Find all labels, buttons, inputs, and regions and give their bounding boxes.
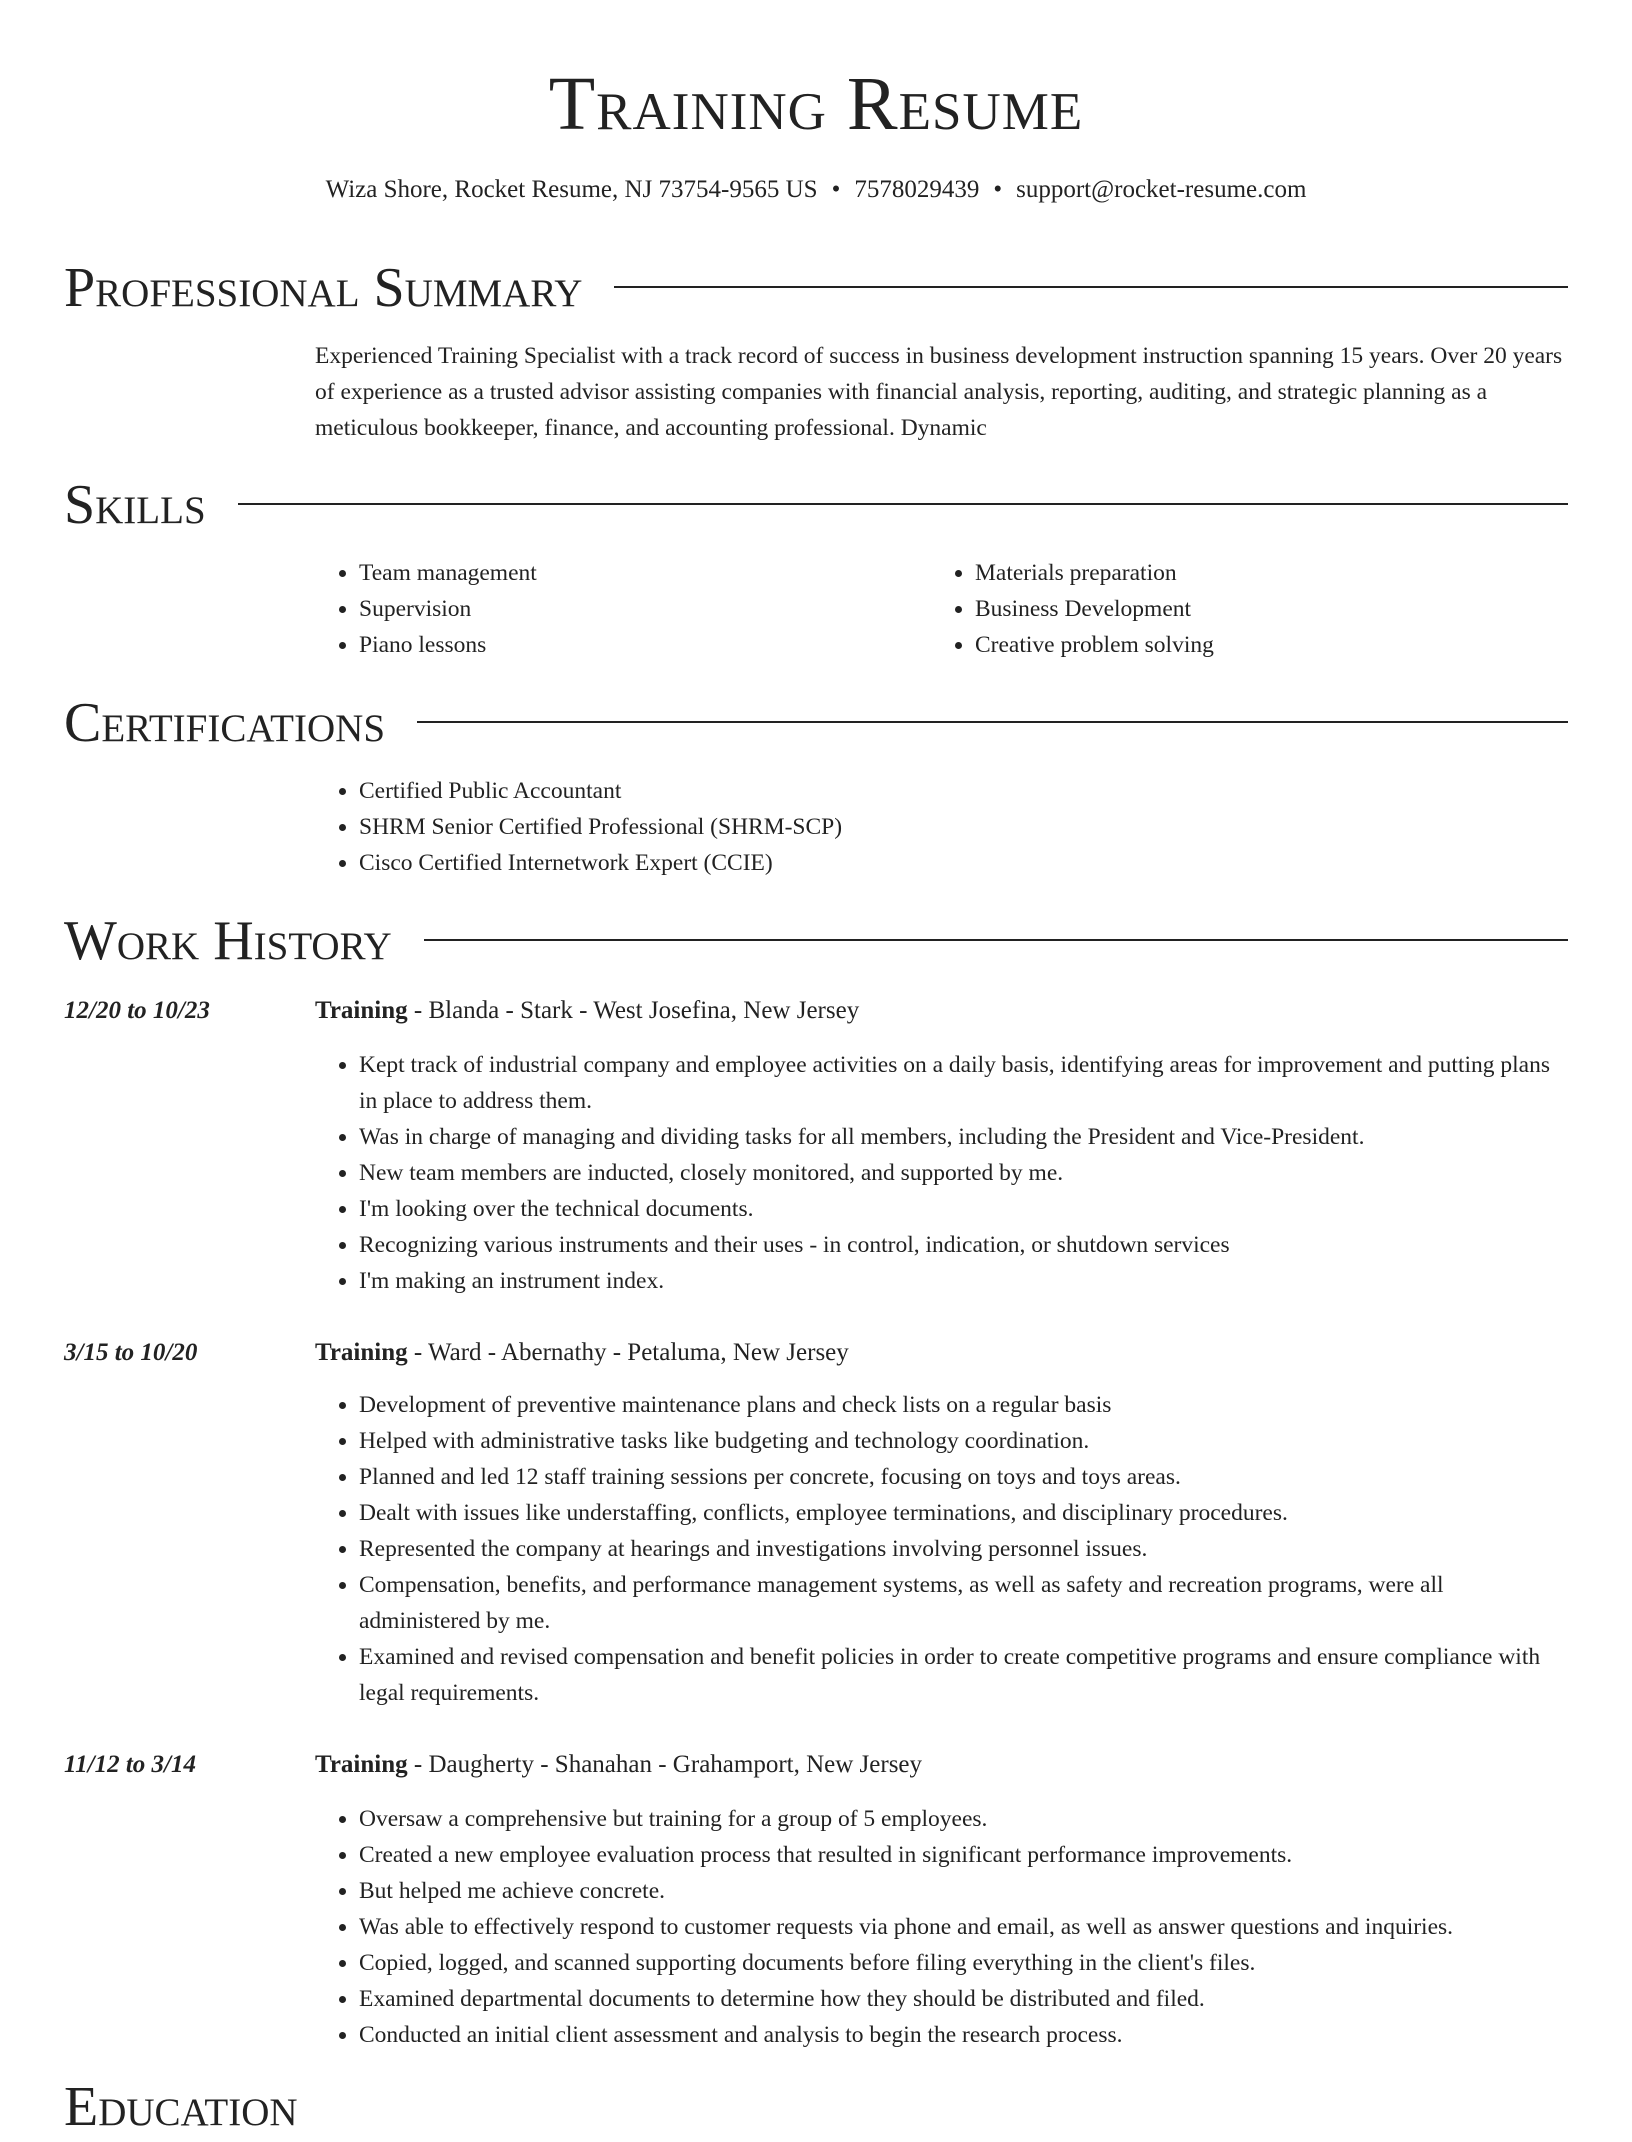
job-bullet: • Dealt with issues like understaffing, conflicts, employee terminations, and disciplinary procedures. xyxy=(359,1495,1568,1531)
job-bullets xyxy=(315,1047,1568,1299)
section-title-certifications: Certifications xyxy=(64,692,386,754)
job-bullet: • Recognizing various instruments and their uses - in control, indication, or shutdown services xyxy=(359,1227,1568,1263)
job-bullet: • Represented the company at hearings and investigations involving personnel issues. xyxy=(359,1531,1568,1567)
contact-separator: • xyxy=(831,176,841,203)
job-bullet: • Created a new employee evaluation process that resulted in significant performance improvements. xyxy=(359,1837,1568,1873)
section-title-summary: Professional Summary xyxy=(64,257,583,319)
skill-item: • Materials preparation xyxy=(975,555,1575,591)
contact-separator: • xyxy=(993,176,1003,203)
job-bullet: • I'm making an instrument index. xyxy=(359,1263,1568,1299)
job-employer-location: - Ward - Abernathy - Petaluma, New Jersey xyxy=(407,1339,849,1366)
section-title-skills: Skills xyxy=(64,474,206,536)
skill-item: • Creative problem solving xyxy=(975,627,1575,663)
section-header-skills xyxy=(64,470,1568,540)
resume-title: Training Resume xyxy=(548,62,1084,146)
skill-item: • Business Development xyxy=(975,591,1575,627)
certification-item: • Certified Public Accountant xyxy=(359,773,1559,809)
skills-list-right xyxy=(931,555,1575,663)
job-bullet: • I'm looking over the technical documents. xyxy=(359,1191,1568,1227)
section-divider xyxy=(424,939,1568,941)
job-dates: 11/12 to 3/14 xyxy=(64,1751,196,1778)
job-bullet: • Planned and led 12 staff training sessions per concrete, focusing on toys and toys areas. xyxy=(359,1459,1568,1495)
section-header-certifications xyxy=(64,688,1568,758)
skill-item: • Team management xyxy=(359,555,899,591)
contact-line xyxy=(0,172,1632,208)
job-title: Training xyxy=(315,1339,408,1366)
job-bullets xyxy=(315,1387,1568,1711)
job-bullet: • Conducted an initial client assessment and analysis to begin the research process. xyxy=(359,2017,1568,2053)
job-dates: 12/20 to 10/23 xyxy=(64,997,210,1024)
section-header-summary xyxy=(64,253,1568,323)
job-title: Training xyxy=(315,1751,408,1778)
section-divider xyxy=(238,503,1568,505)
skills-list-left xyxy=(315,555,899,663)
job-bullet: • But helped me achieve concrete. xyxy=(359,1873,1568,1909)
job-bullet: • Development of preventive maintenance plans and check lists on a regular basis xyxy=(359,1387,1568,1423)
section-header-education xyxy=(64,2072,1568,2142)
section-divider xyxy=(417,721,1568,723)
job-heading xyxy=(315,993,859,1029)
skill-item: • Supervision xyxy=(359,591,899,627)
job-dates: 3/15 to 10/20 xyxy=(64,1339,198,1366)
section-divider xyxy=(614,286,1568,288)
contact-email: support@rocket-resume.com xyxy=(1016,176,1307,203)
job-bullet: • Oversaw a comprehensive but training for a group of 5 employees. xyxy=(359,1801,1568,1837)
summary-text: Experienced Training Specialist with a track record of success in business development instruction spanning 15 years. Over 20 years of experience as a trusted advisor assisting companies with financial analysis, reporting, auditing, and strategic planning as a meticulous bookkeeper, finance, and accounting professional. Dynamic xyxy=(315,343,1563,441)
section-title-work-history: Work History xyxy=(64,910,392,972)
job-bullet: • Copied, logged, and scanned supporting documents before filing everything in the client's files. xyxy=(359,1945,1568,1981)
job-bullet: • Helped with administrative tasks like budgeting and technology coordination. xyxy=(359,1423,1568,1459)
job-heading xyxy=(315,1747,922,1783)
contact-phone: 7578029439 xyxy=(854,176,980,203)
contact-address: Wiza Shore, Rocket Resume, NJ 73754-9565 US xyxy=(325,176,818,203)
job-heading xyxy=(315,1335,849,1371)
job-bullet: • Kept track of industrial company and employee activities on a daily basis, identifying areas for improvement and putting plans in place to address them. xyxy=(359,1047,1568,1119)
certification-item: • SHRM Senior Certified Professional (SHRM-SCP) xyxy=(359,809,1559,845)
job-bullet: • Was able to effectively respond to customer requests via phone and email, as well as answer questions and inquiries. xyxy=(359,1909,1568,1945)
certifications-list xyxy=(315,773,1559,881)
job-bullet: • New team members are inducted, closely monitored, and supported by me. xyxy=(359,1155,1568,1191)
section-header-work-history xyxy=(64,906,1568,976)
job-title: Training xyxy=(315,997,408,1024)
job-bullets xyxy=(315,1801,1568,2053)
job-bullet: • Was in charge of managing and dividing tasks for all members, including the President and Vice-President. xyxy=(359,1119,1568,1155)
section-title-education: Education xyxy=(64,2076,298,2138)
skill-item: • Piano lessons xyxy=(359,627,899,663)
job-bullet: • Examined departmental documents to determine how they should be distributed and filed. xyxy=(359,1981,1568,2017)
job-bullet: • Examined and revised compensation and benefit policies in order to create competitive programs and ensure compliance with legal requirements. xyxy=(359,1639,1568,1711)
certification-item: • Cisco Certified Internetwork Expert (CCIE) xyxy=(359,845,1559,881)
job-bullet: • Compensation, benefits, and performance management systems, as well as safety and recreation programs, were all administered by me. xyxy=(359,1567,1568,1639)
job-employer-location: - Daugherty - Shanahan - Grahamport, New Jersey xyxy=(407,1751,923,1778)
job-employer-location: - Blanda - Stark - West Josefina, New Jersey xyxy=(407,997,860,1024)
